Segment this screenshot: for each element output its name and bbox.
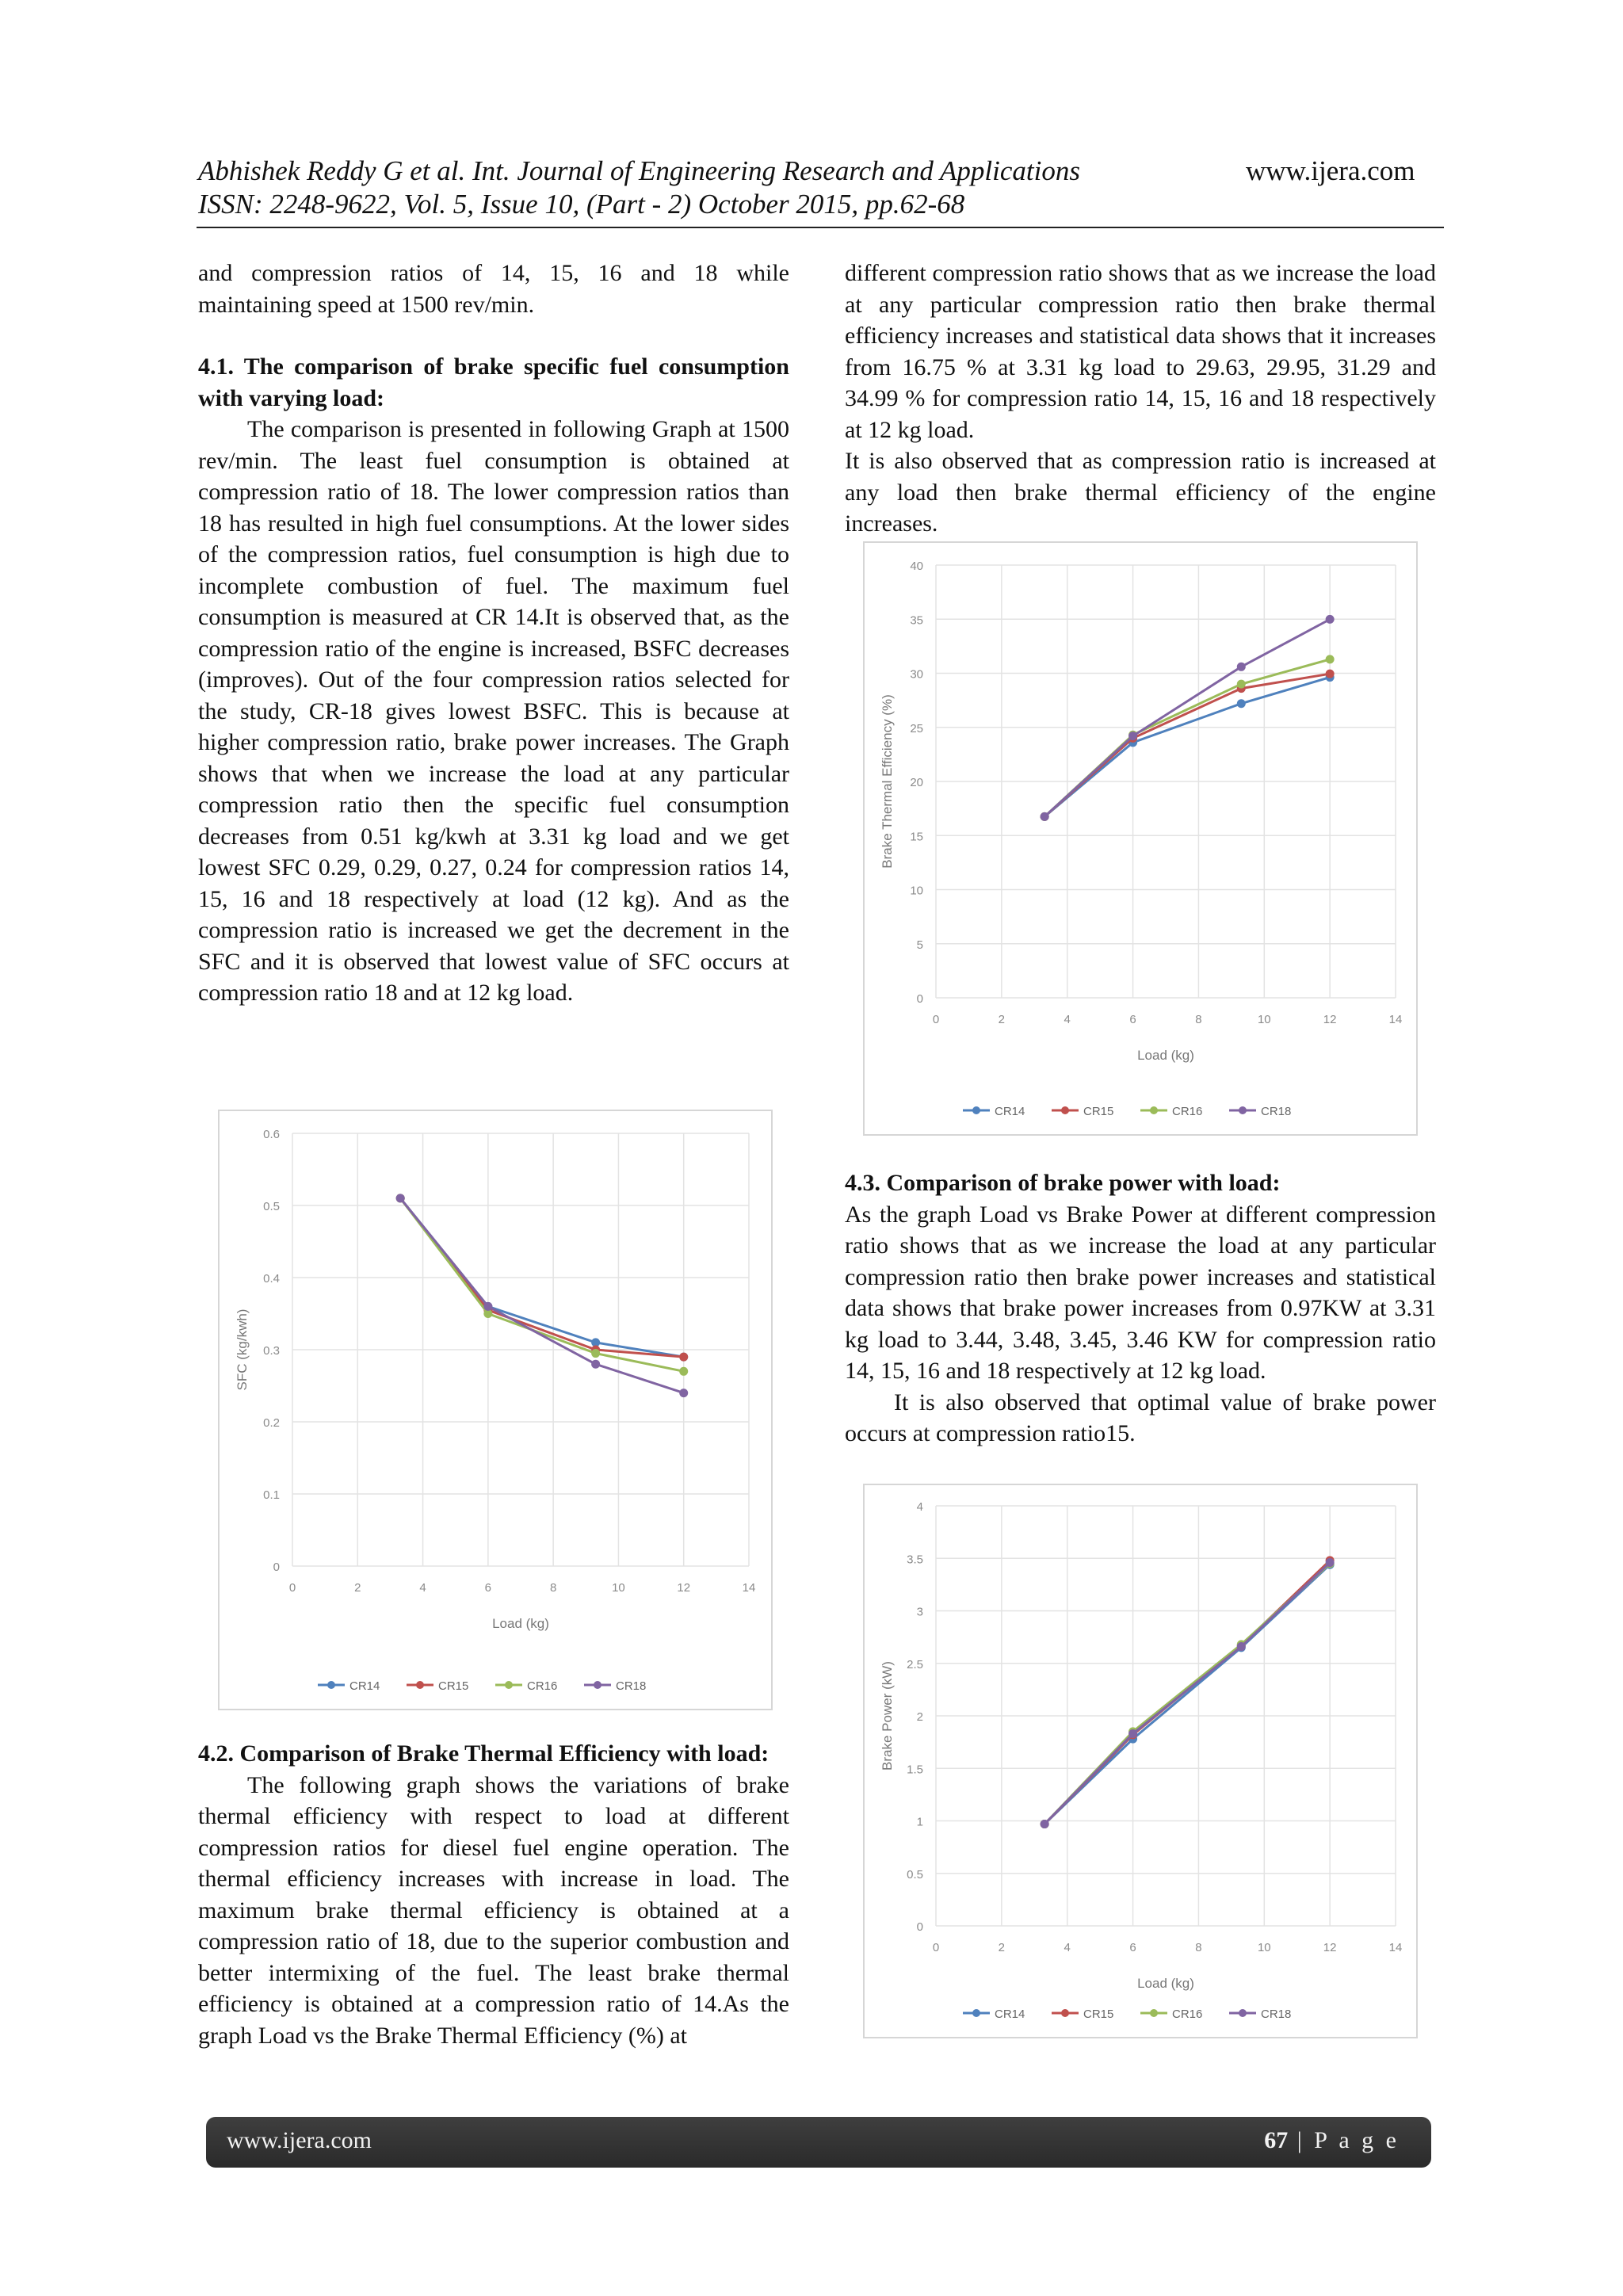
legend-label: CR16 [1172, 1105, 1203, 1118]
sfc-chart [218, 1110, 773, 1710]
y-tick-label: 25 [910, 721, 923, 735]
y-tick-label: 2 [916, 1710, 923, 1724]
x-tick-label: 10 [1257, 1941, 1271, 1954]
journal-title: Abhishek Reddy G et al. Int. Journal of Engineering Research and Applications [198, 155, 1080, 186]
section-4-3-body-2: It is also observed that optimal value of brake power occurs at compression ratio15. [845, 1389, 1436, 1446]
y-tick-label: 0.6 [263, 1128, 280, 1141]
brake-thermal-efficiency-chart [863, 541, 1418, 1136]
y-tick-label: 0.4 [263, 1272, 280, 1286]
data-point-cr18 [1128, 732, 1137, 740]
x-tick-label: 8 [549, 1581, 557, 1595]
legend-label: CR15 [438, 1679, 469, 1693]
legend-label: CR14 [995, 2008, 1025, 2021]
y-tick-label: 20 [910, 776, 923, 789]
y-tick-label: 10 [910, 884, 923, 898]
legend-marker [327, 1681, 335, 1689]
legend-marker [972, 2009, 980, 2017]
page-suffix: | P a g e [1288, 2127, 1400, 2153]
right-column-text [845, 258, 1436, 540]
data-point-cr18 [483, 1302, 492, 1311]
legend-marker [416, 1681, 424, 1689]
header-rule [197, 227, 1444, 228]
x-tick-label: 2 [998, 1013, 1006, 1026]
y-tick-label: 3.5 [907, 1553, 923, 1567]
y-tick-label: 1 [916, 1815, 923, 1829]
section-4-3-body: As the graph Load vs Brake Power at different compression ratio shows that as we increase the load at any particular compression ratio then brake power increases and statistical data shows that brake power increases from 0.97KW at 3.31 kg load to 3.44, 3.48, 3.45, 3.46 KW for compression ratio 14, 15, 16 and 18 respectively at 12 kg load. [845, 1201, 1436, 1384]
series-line-cr16 [400, 1198, 684, 1371]
issn-line: ISSN: 2248-9622, Vol. 5, Issue 10, (Part - 2) October 2015, pp.62-68 [198, 189, 965, 220]
legend-marker [594, 1681, 601, 1689]
x-tick-label: 0 [932, 1941, 940, 1954]
section-4-2-body: The following graph shows the variations of brake thermal efficiency with respect to load at different compression ratios for diesel fuel engine operation. The thermal efficiency increases with increase in load. The maximum brake thermal efficiency is obtained at a compression ratio of 18, due to the superior combustion and better intermixing of the fuel. The least brake thermal efficiency is obtained at a compression ratio of 14.As the graph Load vs the Brake Thermal Efficiency (%) at [198, 1771, 789, 2049]
y-tick-label: 3 [916, 1605, 923, 1619]
legend-label: CR18 [1261, 2008, 1292, 2021]
data-point-cr14 [1237, 699, 1246, 708]
data-point-cr18 [1326, 615, 1335, 624]
y-tick-label: 0 [916, 1920, 923, 1934]
right-column-text-2 [845, 1167, 1436, 1450]
x-tick-label: 14 [1388, 1941, 1403, 1954]
x-tick-label: 4 [1064, 1941, 1071, 1954]
x-tick-label: 12 [1323, 1941, 1337, 1954]
data-point-cr18 [1237, 663, 1246, 671]
y-tick-label: 0 [273, 1561, 280, 1574]
x-tick-label: 4 [419, 1581, 426, 1595]
x-tick-label: 14 [1388, 1013, 1403, 1026]
bte-continued-paragraph: different compression ratio shows that as we increase the load at any particular compression ratio then brake thermal efficiency increases and statistical data shows that it increases from 16.75 % at 3.31 kg load to 29.63, 29.95, 31.29 and 34.99 % for compression ratio 14, 15, 16 and 18 respectively at 12 kg load. [845, 260, 1436, 443]
x-tick-label: 12 [677, 1581, 691, 1595]
legend-label: CR18 [1261, 1105, 1292, 1118]
section-4-1-heading: 4.1. The comparison of brake specific fuel consumption with varying load: [198, 353, 789, 411]
intro-paragraph: and compression ratios of 14, 15, 16 and 18 while maintaining speed at 1500 rev/min. [198, 260, 789, 318]
data-point-cr16 [1237, 680, 1246, 689]
legend-marker [1150, 1106, 1158, 1114]
y-tick-label: 40 [910, 560, 923, 573]
legend-marker [1150, 2009, 1158, 2017]
legend-marker [1239, 2009, 1247, 2017]
x-tick-label: 2 [998, 1941, 1006, 1954]
series-line-cr16 [1044, 659, 1330, 816]
y-tick-label: 0.3 [263, 1344, 280, 1358]
legend-label: CR14 [349, 1679, 380, 1693]
legend-label: CR15 [1083, 1105, 1114, 1118]
page-number [1264, 2127, 1400, 2154]
data-point-cr16 [1326, 655, 1335, 663]
series-line-cr14 [1044, 678, 1330, 817]
left-column-text [198, 258, 789, 1009]
y-axis-label: Brake Thermal Efficiency (%) [880, 694, 895, 869]
left-column-text-2 [198, 1738, 789, 2051]
y-axis-label: SFC (kg/kwh) [235, 1308, 250, 1391]
legend-label: CR16 [527, 1679, 558, 1693]
y-axis-label: Brake Power (kW) [880, 1661, 895, 1771]
x-tick-label: 0 [932, 1013, 940, 1026]
legend-marker [1061, 1106, 1069, 1114]
data-point-cr16 [591, 1349, 600, 1358]
journal-url[interactable]: www.ijera.com [1246, 155, 1415, 186]
y-tick-label: 0.1 [263, 1488, 280, 1502]
x-tick-label: 14 [742, 1581, 756, 1595]
x-tick-label: 6 [1129, 1013, 1136, 1026]
legend-label: CR18 [616, 1679, 647, 1693]
section-4-2-heading: 4.2. Comparison of Brake Thermal Efficiency with load: [198, 1740, 769, 1767]
x-tick-label: 6 [484, 1581, 492, 1595]
y-tick-label: 0.2 [263, 1416, 280, 1430]
x-tick-label: 12 [1323, 1013, 1337, 1026]
page-footer [206, 2117, 1431, 2168]
x-tick-label: 0 [288, 1581, 296, 1595]
y-tick-label: 30 [910, 667, 923, 682]
data-point-cr18 [396, 1194, 405, 1202]
legend-marker [972, 1106, 980, 1114]
data-point-cr15 [679, 1353, 688, 1362]
data-point-cr15 [1326, 670, 1335, 678]
bte-observation-paragraph: It is also observed that as compression ratio is increased at any load then brake thermal efficiency of the engine increases. [845, 448, 1436, 537]
data-point-cr18 [1128, 1729, 1137, 1738]
x-tick-label: 6 [1129, 1941, 1136, 1954]
data-point-cr18 [679, 1389, 688, 1397]
y-tick-label: 15 [910, 830, 923, 844]
data-point-cr18 [1041, 812, 1049, 821]
x-axis-label: Load (kg) [1137, 1976, 1194, 1991]
footer-url[interactable]: www.ijera.com [227, 2127, 372, 2153]
x-tick-label: 8 [1195, 1941, 1202, 1954]
legend-label: CR15 [1083, 2008, 1114, 2021]
brake-power-chart [863, 1484, 1418, 2038]
legend-label: CR14 [995, 1105, 1025, 1118]
y-tick-label: 1.5 [907, 1763, 923, 1777]
y-tick-label: 0 [916, 992, 923, 1006]
data-point-cr18 [1041, 1820, 1049, 1828]
x-axis-label: Load (kg) [1137, 1048, 1194, 1063]
data-point-cr18 [1326, 1558, 1335, 1567]
legend-marker [1239, 1106, 1247, 1114]
series-line-cr15 [1044, 674, 1330, 816]
x-tick-label: 2 [354, 1581, 361, 1595]
x-tick-label: 8 [1195, 1013, 1202, 1026]
legend-marker [505, 1681, 513, 1689]
y-tick-label: 35 [910, 613, 923, 628]
x-axis-label: Load (kg) [492, 1616, 549, 1631]
x-tick-label: 10 [1257, 1013, 1271, 1026]
y-tick-label: 0.5 [263, 1200, 280, 1213]
legend-marker [1061, 2009, 1069, 2017]
data-point-cr16 [679, 1367, 688, 1376]
y-tick-label: 0.5 [907, 1867, 923, 1881]
y-tick-label: 4 [916, 1500, 923, 1514]
legend-label: CR16 [1172, 2008, 1203, 2021]
y-tick-label: 2.5 [907, 1657, 923, 1671]
section-4-3-heading: 4.3. Comparison of brake power with load: [845, 1170, 1281, 1196]
page-number-value: 67 [1264, 2127, 1289, 2153]
y-tick-label: 5 [916, 938, 923, 952]
section-4-1-body: The comparison is presented in following Graph at 1500 rev/min. The least fuel consumption is obtained at compression ratio of 18. The lower compression ratios than 18 has resulted in high fuel consumptions. At the lower sides of the compression ratios, fuel consumption is high due to incomplete combustion of fuel. The maximum fuel consumption is measured at CR 14.It is observed that, as the compression ratio of the engine is increased, BSFC decreases (improves). Out of the four compression ratios selected for the study, CR-18 gives lowest BSFC. This is because at higher compression ratio, brake power increases. The Graph shows that when we increase the load at any particular compression ratio then the specific fuel consumption decreases from 0.51 kg/kwh at 3.31 kg load and we get lowest SFC 0.29, 0.29, 0.27, 0.24 for compression ratios 14, 15, 16 and 18 respectively at load (12 kg). And as the compression ratio is increased we get the decrement in the SFC and it is observed that lowest value of SFC occurs at compression ratio 18 and at 12 kg load. [198, 416, 789, 1006]
x-tick-label: 4 [1064, 1013, 1071, 1026]
data-point-cr18 [1237, 1642, 1246, 1651]
x-tick-label: 10 [612, 1581, 625, 1595]
data-point-cr18 [591, 1360, 600, 1369]
series-line-cr18 [1044, 619, 1330, 816]
